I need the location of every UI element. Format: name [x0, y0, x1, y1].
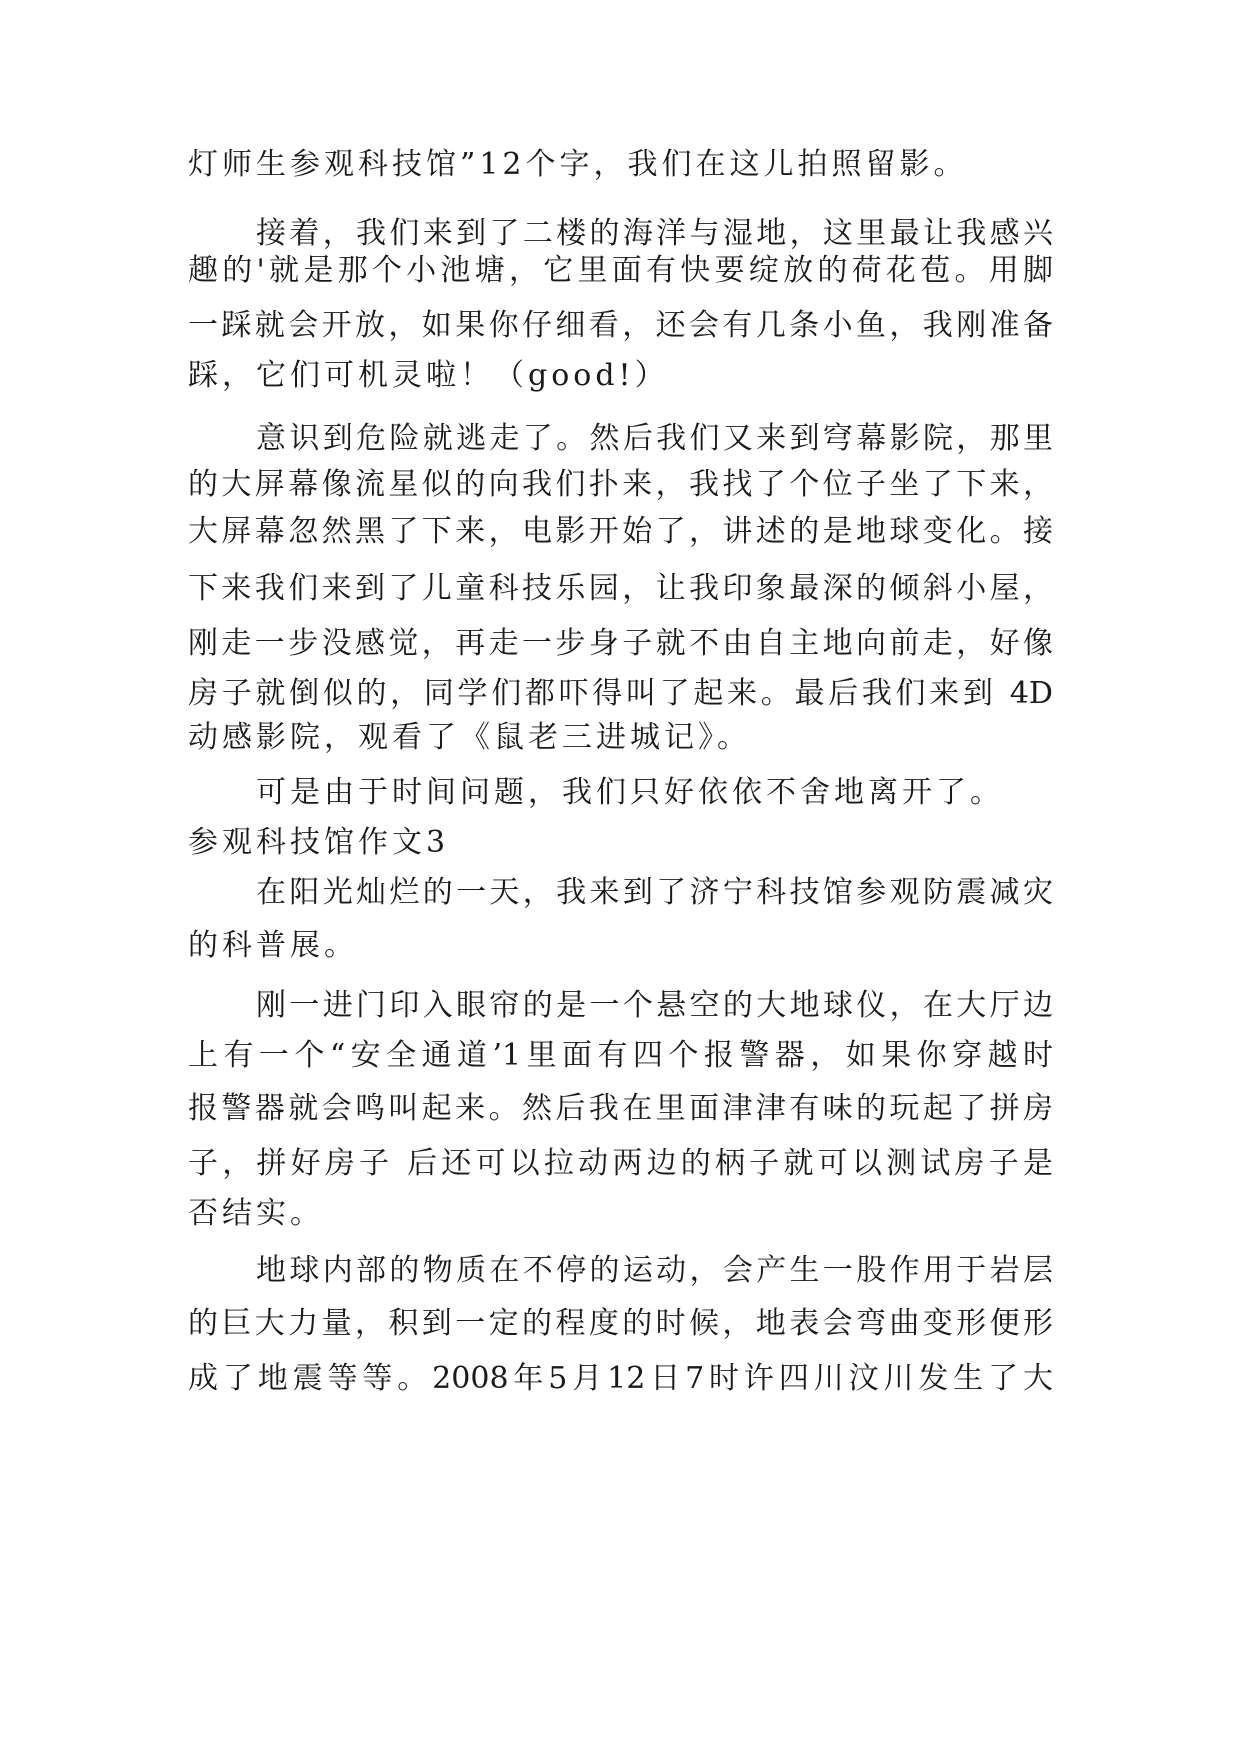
text-line: 房子就倒似的，同学们都吓得叫了起来。最后我们来到 4D [188, 676, 1053, 711]
text-line: 趣的'就是那个小池塘，它里面有快要绽放的荷花苞。用脚 [188, 253, 1053, 288]
text-line: 一踩就会开放，如果你仔细看，还会有几条小鱼，我刚准备 [188, 308, 1053, 343]
paragraph-first-line: 在阳光灿烂的一天，我来到了济宁科技馆参观防震减灾 [256, 875, 1053, 910]
text-line: 大屏幕忽然黑了下来，电影开始了，讲述的是地球变化。接 [188, 514, 1053, 549]
section-heading: 参观科技馆作文3 [188, 825, 450, 860]
paragraph-first-line: 地球内部的物质在不停的运动，会产生一股作用于岩层 [256, 1253, 1053, 1288]
text-line: 灯师生参观科技馆”12个字，我们在这儿拍照留影。 [188, 147, 968, 182]
text-line: 踩，它们可机灵啦！（good!） [188, 358, 669, 393]
paragraph-first-line: 意识到危险就逃走了。然后我们又来到穹幕影院，那里 [256, 421, 1053, 456]
paragraph-first-line: 可是由于时间问题，我们只好依依不舍地离开了。 [256, 775, 1004, 810]
text-line: 成了地震等等。2008年5月12日7时许四川汶川发生了大 [188, 1361, 1053, 1396]
text-line: 否结实。 [188, 1196, 324, 1231]
text-line: 刚走一步没感觉，再走一步身子就不由自主地向前走，好像 [188, 626, 1053, 661]
text-line: 报警器就会鸣叫起来。然后我在里面津津有味的玩起了拼房 [188, 1091, 1053, 1126]
text-line: 的科普展。 [188, 928, 358, 963]
text-line: 子，拼好房子 后还可以拉动两边的柄子就可以测试房子是 [188, 1146, 1053, 1181]
text-line: 的大屏幕像流星似的向我们扑来，我找了个位子坐了下来， [188, 467, 1053, 502]
paragraph-first-line: 刚一进门印入眼帘的是一个悬空的大地球仪，在大厅边 [256, 988, 1053, 1023]
text-line: 的巨大力量，积到一定的程度的时候，地表会弯曲变形便形 [188, 1306, 1053, 1341]
text-line: 上有一个“安全通道’1里面有四个报警器，如果你穿越时 [188, 1038, 1053, 1073]
paragraph-first-line: 接着，我们来到了二楼的海洋与湿地，这里最让我感兴 [256, 216, 1053, 251]
text-line: 动感影院，观看了《鼠老三进城记》。 [188, 720, 751, 755]
text-line: 下来我们来到了儿童科技乐园，让我印象最深的倾斜小屋， [188, 571, 1053, 606]
